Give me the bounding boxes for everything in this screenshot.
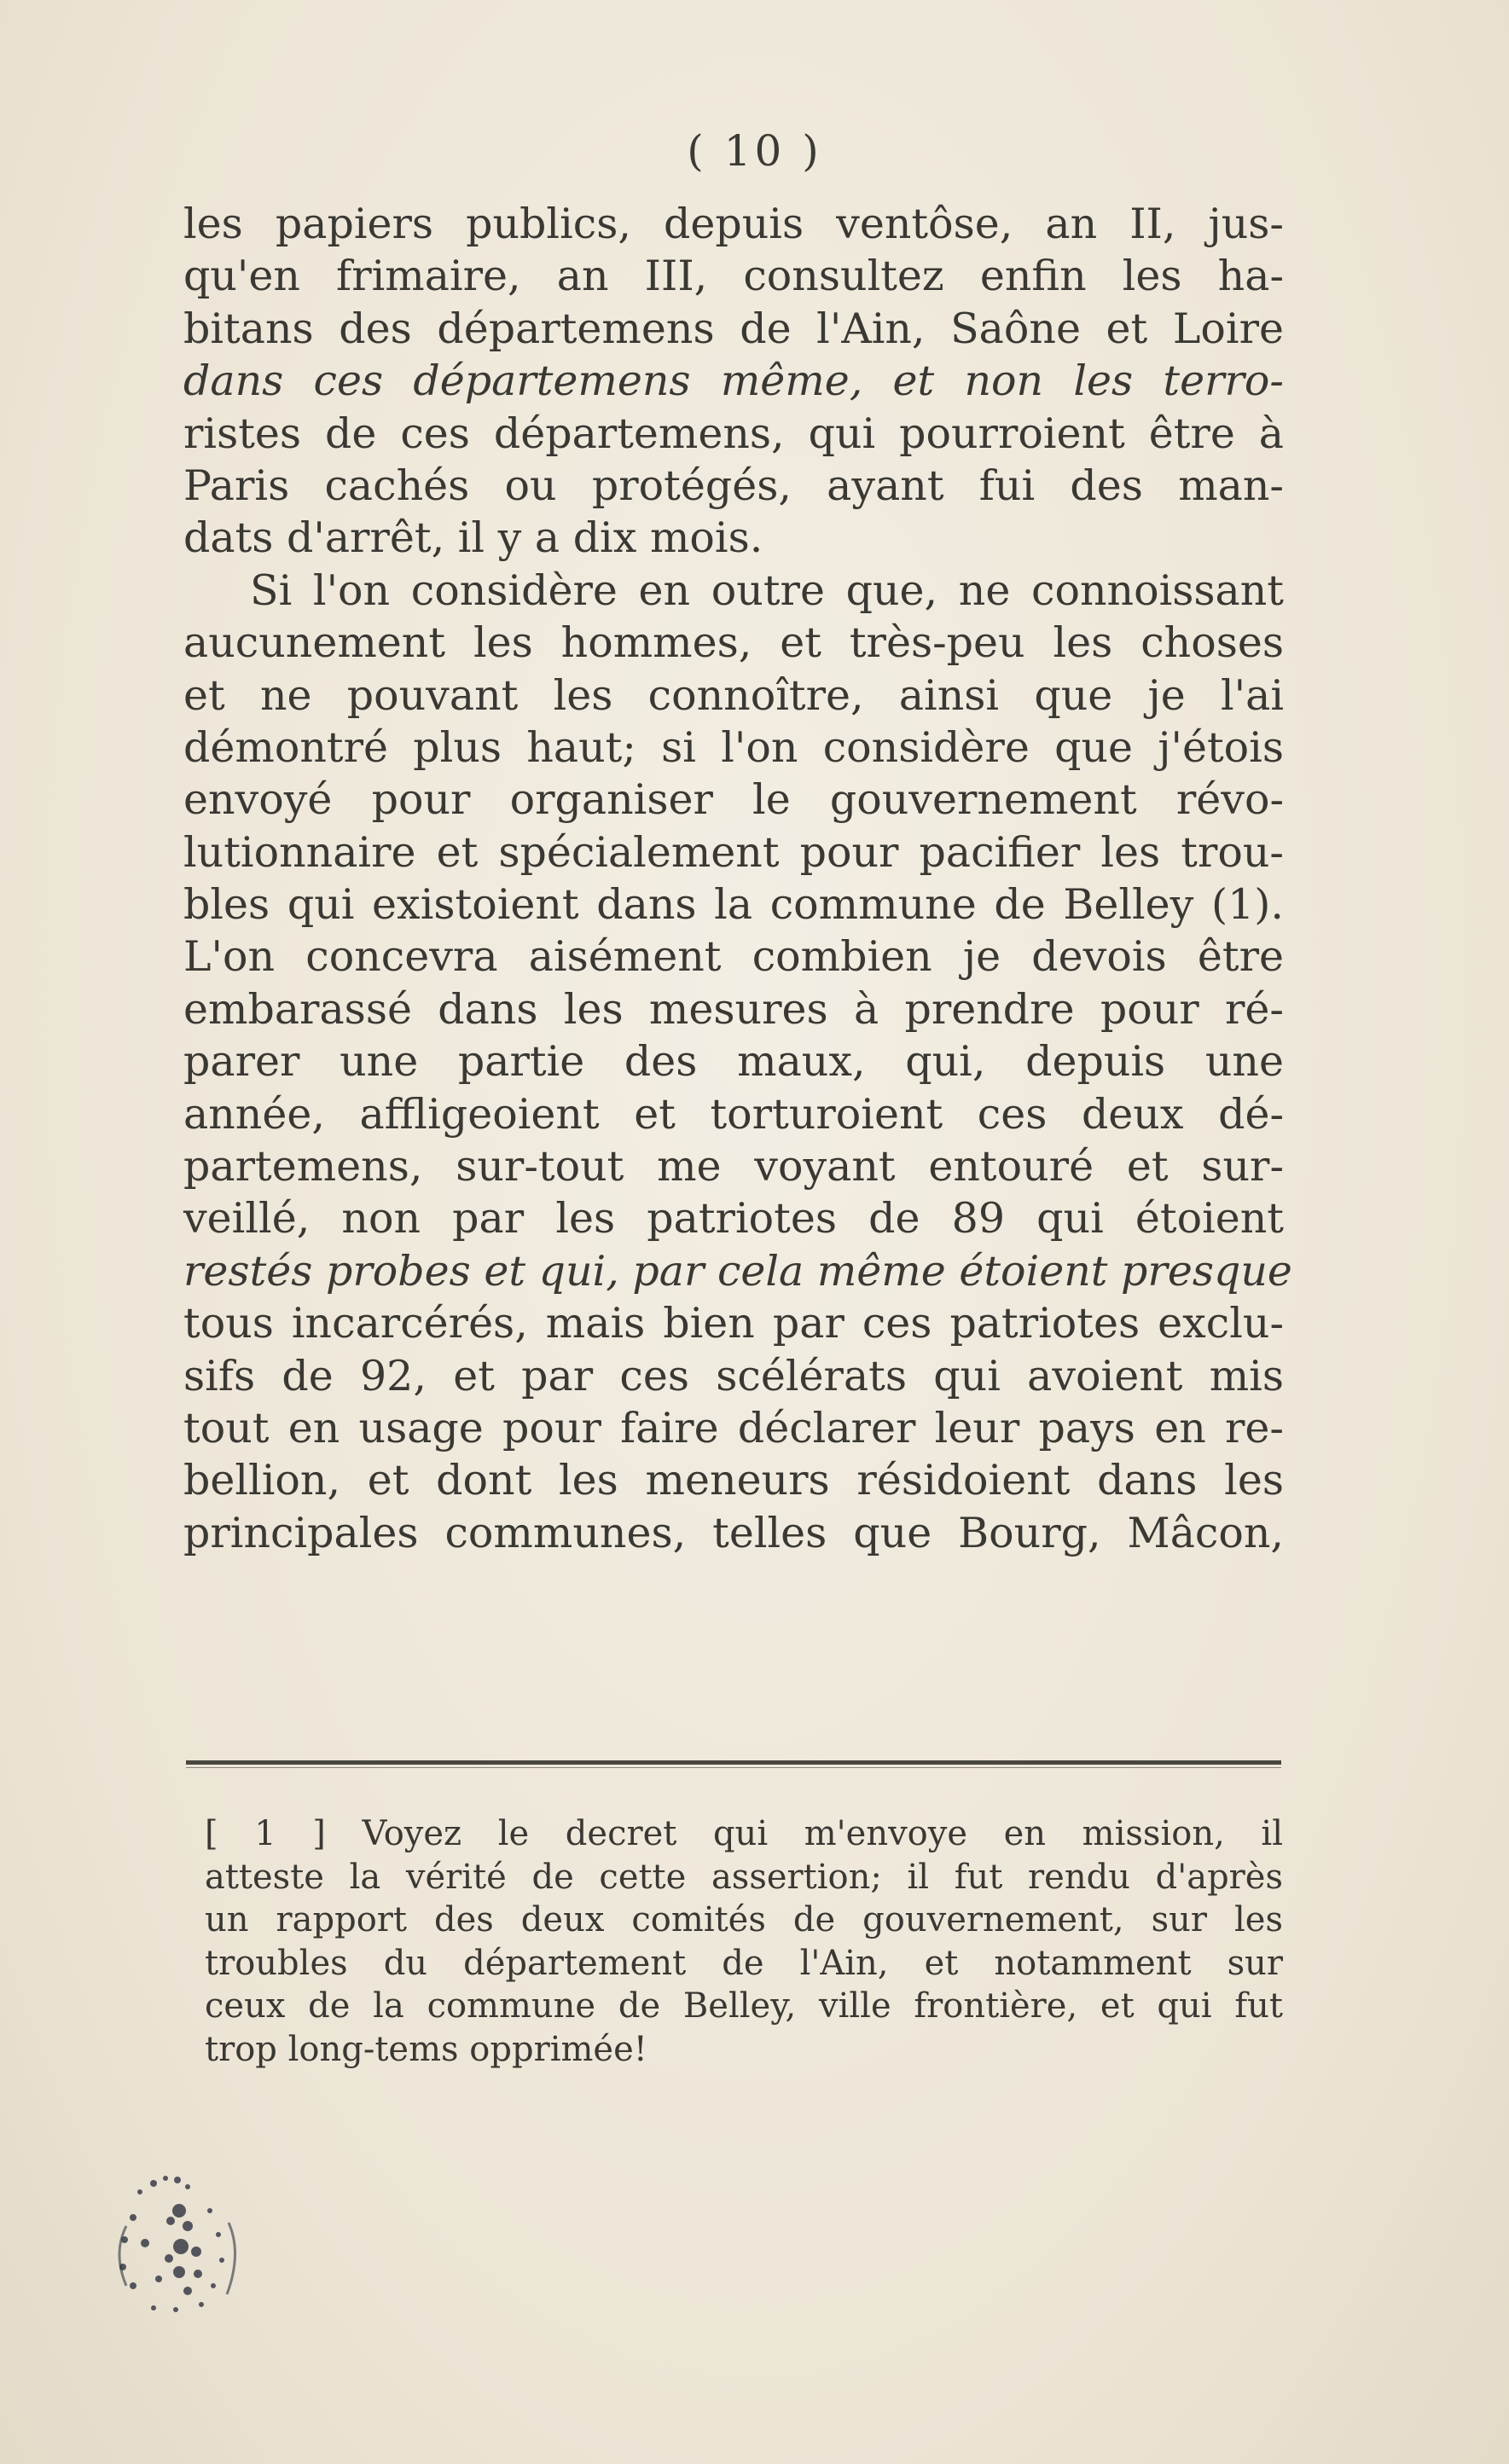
- footnote-line: ceux de la commune de Belley, ville frontière, et qui fut: [205, 1986, 1283, 2026]
- library-stamp-icon: [51, 2158, 290, 2328]
- page-number: ( 10 ): [687, 126, 822, 176]
- text-line: et ne pouvant les connoître, ainsi que je l'ai: [183, 670, 1284, 720]
- footnote-line: [ 1 ] Voyez le decret qui m'envoye en mission, il: [205, 1814, 1283, 1853]
- text-line: bitans des départemens de l'Ain, Saône et Loire: [183, 304, 1284, 353]
- text-line: bellion, et dont les meneurs résidoient dans les: [183, 1456, 1284, 1505]
- text-line: tout en usage pour faire déclarer leur pays en re-: [183, 1403, 1284, 1452]
- footnote-line: troubles du département de l'Ain, et notamment sur: [205, 1943, 1283, 1983]
- text-line: parer une partie des maux, qui, depuis une: [183, 1037, 1284, 1087]
- text-line: ristes de ces départemens, qui pourroient être à: [183, 409, 1284, 458]
- text-line: Paris cachés ou protégés, ayant fui des man-: [183, 461, 1284, 510]
- footnote-line: un rapport des deux comités de gouvernement, sur les: [205, 1900, 1283, 1940]
- text-line: lutionnaire et spécialement pour pacifier les trou-: [183, 827, 1284, 877]
- text-line: embarassé dans les mesures à prendre pour ré-: [183, 984, 1284, 1034]
- text-line: tous incarcérés, mais bien par ces patriotes exclu-: [183, 1299, 1284, 1348]
- body-text: [183, 198, 1292, 1559]
- text-line: aucunement les hommes, et très-peu les choses: [183, 618, 1284, 668]
- text-line: sifs de 92, et par ces scélérats qui avoient mis: [183, 1351, 1284, 1400]
- text-line: bles qui existoient dans la commune de Belley (1).: [183, 880, 1284, 930]
- text-line: démontré plus haut; si l'on considère que j'étois: [183, 722, 1284, 772]
- text-line: restés probes et qui, par cela même étoient presque: [183, 1246, 1292, 1296]
- text-line: Si l'on considère en outre que, ne connoissant: [250, 565, 1284, 615]
- footnote-rule: [186, 1760, 1281, 1765]
- text-line: année, affligeoient et torturoient ces deux dé-: [183, 1089, 1284, 1139]
- text-line: veillé, non par les patriotes de 89 qui étoient: [183, 1194, 1284, 1244]
- footnote: [205, 1812, 1283, 2072]
- text-line: envoyé pour organiser le gouvernement révo-: [183, 775, 1284, 825]
- footnote-line: trop long-tems opprimée!: [205, 2029, 647, 2069]
- text-line: qu'en frimaire, an III, consultez enfin les ha-: [183, 252, 1284, 301]
- text-line: dans ces départemens même, et non les terro-: [183, 357, 1284, 406]
- text-line: partemens, sur-tout me voyant entouré et sur-: [183, 1142, 1284, 1191]
- text-line: les papiers publics, depuis ventôse, an II, jus-: [183, 200, 1284, 248]
- text-line: dats d'arrêt, il y a dix mois.: [183, 513, 763, 563]
- text-line: L'on concevra aisément combien je devois être: [183, 932, 1284, 982]
- text-line: principales communes, telles que Bourg, Mâcon,: [183, 1508, 1284, 1557]
- footnote-line: atteste la vérité de cette assertion; il fut rendu d'après: [205, 1857, 1283, 1897]
- footnote-rule-thin: [186, 1767, 1281, 1768]
